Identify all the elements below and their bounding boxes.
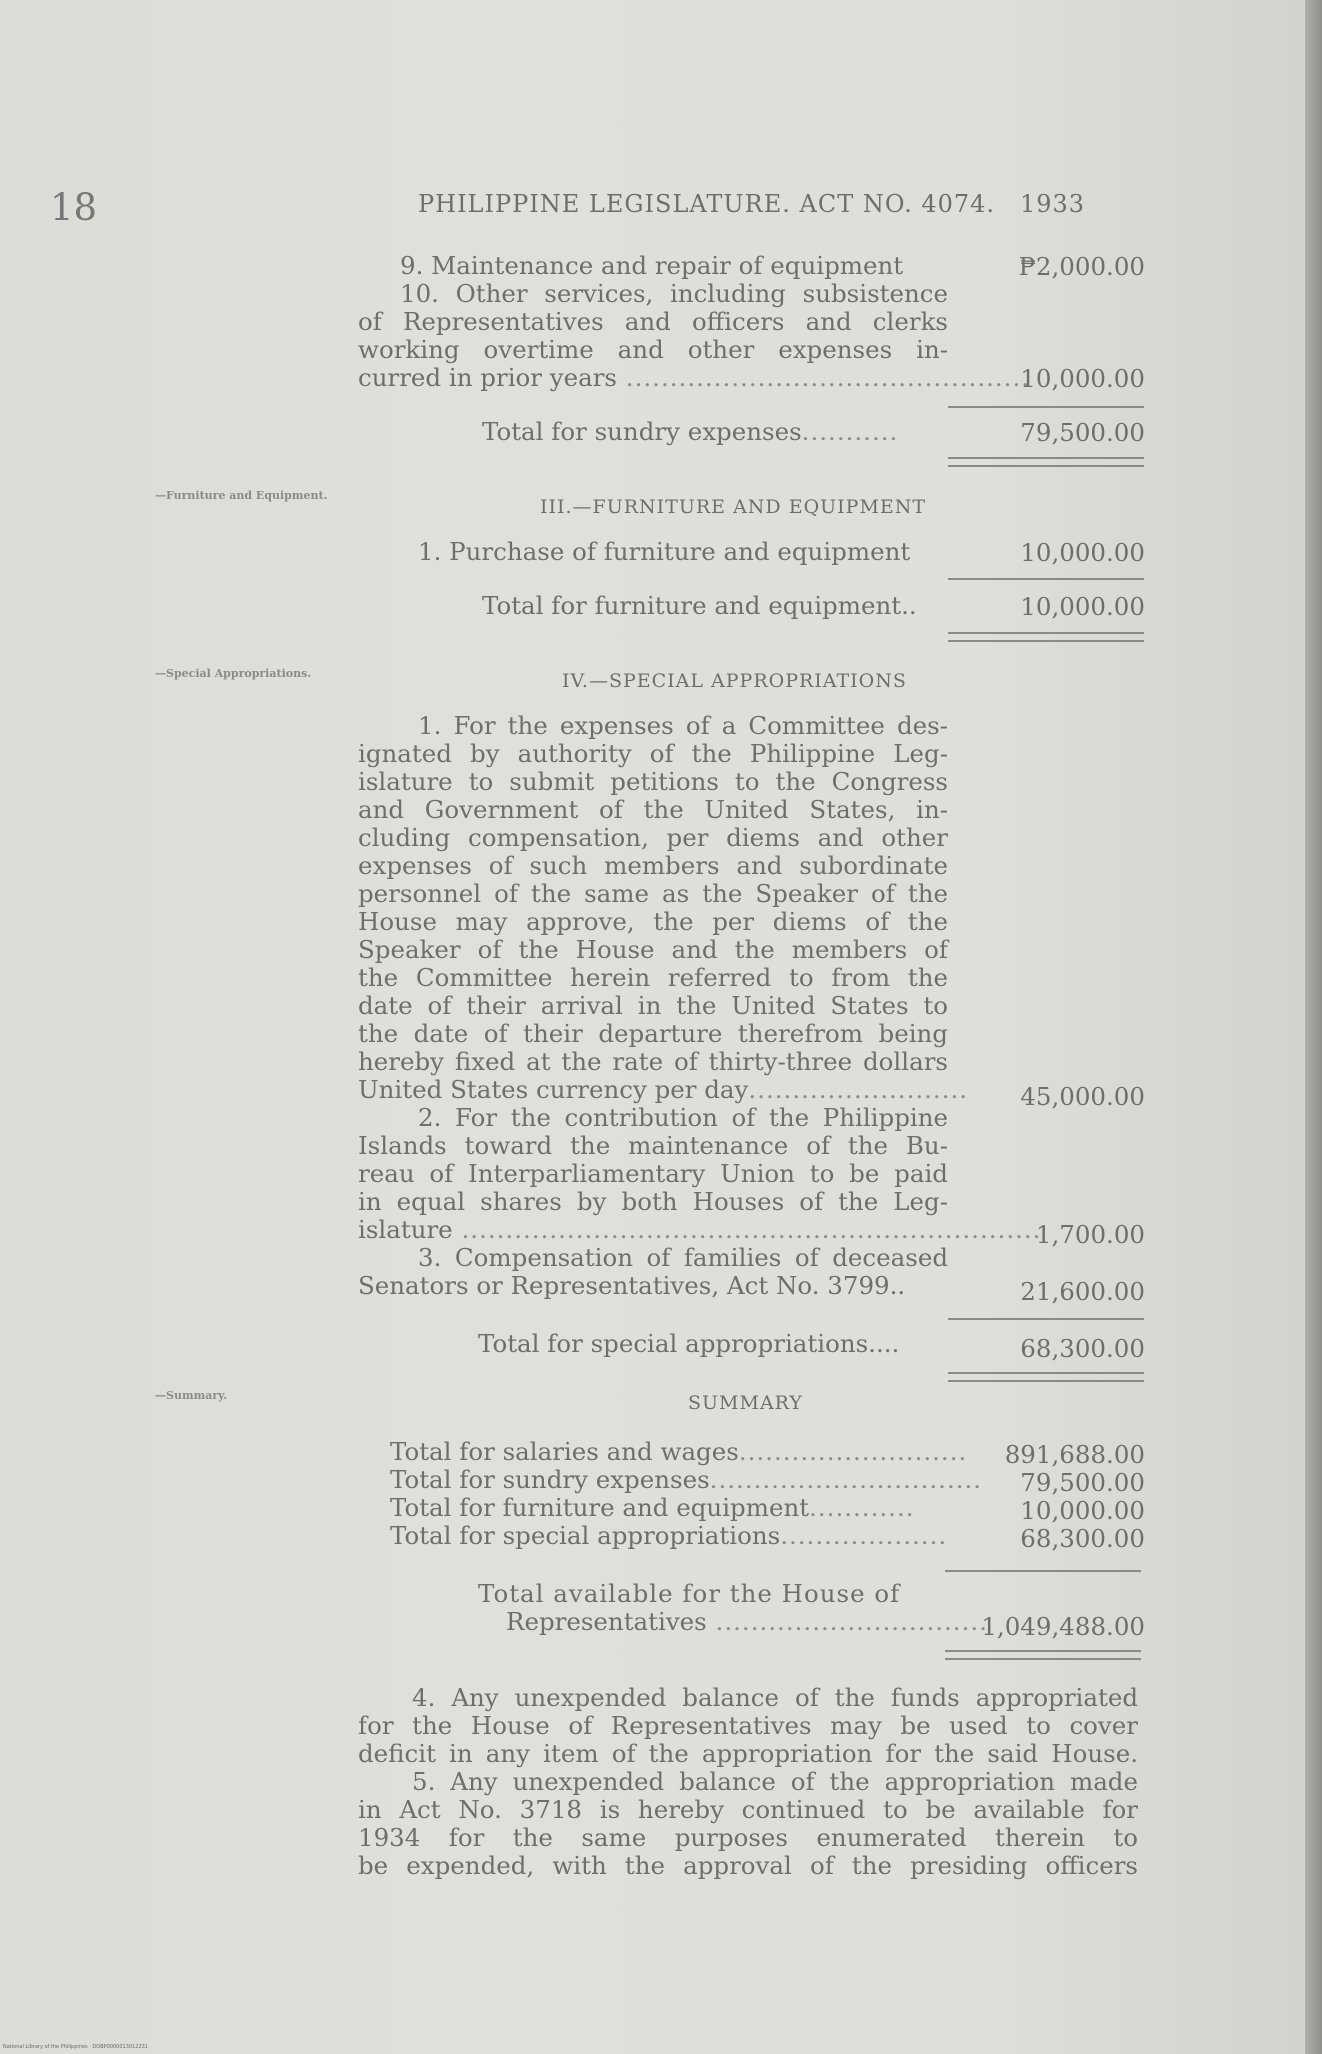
- summary-row-amount: 68,300.00: [1020, 1524, 1145, 1553]
- double-rule: [945, 1650, 1141, 1660]
- double-rule: [948, 1372, 1144, 1382]
- special-item-1-line: expenses of such members and subordinate: [358, 851, 948, 880]
- rule: [945, 1570, 1141, 1572]
- special-item-3-line: 3. Compensation of families of deceased: [418, 1243, 948, 1272]
- margin-note-special: —Special Appropriations.: [155, 667, 312, 680]
- special-item-1-line: the date of their departure therefrom being: [358, 1019, 948, 1048]
- section-5-line: be expended, with the approval of the presiding officers: [358, 1851, 1138, 1880]
- section-5-line: 1934 for the same purposes enumerated therein to: [358, 1823, 1138, 1852]
- special-item-1-line: House may approve, the per diems of the: [358, 907, 948, 936]
- sundry-item-10-amount: 10,000.00: [1020, 364, 1145, 393]
- header-year: 1933: [1020, 190, 1086, 218]
- special-item-1-line: 1. For the expenses of a Committee des-: [418, 711, 948, 740]
- summary-row-amount: 10,000.00: [1020, 1496, 1145, 1525]
- sundry-item-10-line: working overtime and other expenses in-: [358, 335, 948, 364]
- section-heading-summary: SUMMARY: [688, 1392, 803, 1414]
- sundry-item-10-line: 10. Other services, including subsistence: [400, 279, 948, 308]
- section-5-line: in Act No. 3718 is hereby continued to be available for: [358, 1795, 1138, 1824]
- special-item-2-amount: 1,700.00: [1035, 1220, 1145, 1249]
- special-item-1-line: cluding compensation, per diems and other: [358, 823, 948, 852]
- sundry-item-10-line: of Representatives and officers and clerks: [358, 307, 948, 336]
- furniture-item-1-amount: 10,000.00: [1020, 538, 1145, 567]
- summary-row-amount: 891,688.00: [1004, 1440, 1145, 1469]
- sundry-total-amount: 79,500.00: [1020, 418, 1145, 447]
- furniture-item-1: 1. Purchase of furniture and equipment: [418, 537, 911, 566]
- special-item-1-line: personnel of the same as the Speaker of the: [358, 879, 948, 908]
- special-item-3-amount: 21,600.00: [1020, 1277, 1145, 1306]
- margin-note-summary: —Summary.: [155, 1389, 228, 1402]
- section-4-line: 4. Any unexpended balance of the funds appropriated: [412, 1683, 1138, 1712]
- sundry-item-10-line: curred in prior years ..............................................: [358, 363, 1031, 392]
- special-item-3-line: Senators or Representatives, Act No. 3799..: [358, 1271, 906, 1300]
- sundry-total-label: Total for sundry expenses...........: [482, 417, 899, 446]
- section-4-line: for the House of Representatives may be used to cover: [358, 1711, 1138, 1740]
- rule: [948, 406, 1144, 408]
- scan-footer: National Library of the Philippines · DOBP0000013012231: [3, 2044, 148, 2050]
- furniture-total-label: Total for furniture and equipment..: [482, 591, 917, 620]
- special-item-2-line: Islands toward the maintenance of the Bu-: [358, 1131, 948, 1160]
- margin-note-furniture: —Furniture and Equipment.: [155, 489, 328, 502]
- special-item-1-line: hereby fixed at the rate of thirty-three dollars: [358, 1047, 948, 1076]
- special-item-1-amount: 45,000.00: [1020, 1082, 1145, 1111]
- special-item-1-line: and Government of the United States, in-: [358, 795, 948, 824]
- section-heading-furniture: III.—FURNITURE AND EQUIPMENT: [540, 496, 927, 518]
- summary-row-label: Total for furniture and equipment............: [390, 1493, 915, 1522]
- summary-row-amount: 79,500.00: [1020, 1468, 1145, 1497]
- special-item-2-line: in equal shares by both Houses of the Leg-: [358, 1187, 948, 1216]
- furniture-total-amount: 10,000.00: [1020, 592, 1145, 621]
- special-item-2-line: islature ..................................................................: [358, 1215, 1042, 1244]
- binding-edge: [1305, 0, 1322, 2054]
- special-total-label: Total for special appropriations....: [478, 1329, 900, 1358]
- running-title: PHILIPPINE LEGISLATURE. ACT NO. 4074.: [418, 190, 996, 218]
- special-item-2-line: 2. For the contribution of the Philippine: [418, 1103, 948, 1132]
- special-item-1-line: United States currency per day.........................: [358, 1075, 969, 1104]
- sundry-item-9: 9. Maintenance and repair of equipment: [400, 251, 904, 280]
- special-item-1-line: ignated by authority of the Philippine Leg-: [358, 739, 948, 768]
- summary-total-label: Total available for the House of: [478, 1579, 901, 1608]
- section-heading-special: IV.—SPECIAL APPROPRIATIONS: [562, 670, 907, 692]
- special-item-1-line: date of their arrival in the United States to: [358, 991, 948, 1020]
- summary-row-label: Total for special appropriations...................: [390, 1521, 948, 1550]
- section-4-line: deficit in any item of the appropriation for the said House.: [358, 1739, 1138, 1768]
- double-rule: [948, 632, 1144, 642]
- rule: [948, 1318, 1144, 1320]
- special-item-1-line: Speaker of the House and the members of: [358, 935, 948, 964]
- page-number: 18: [50, 186, 98, 229]
- summary-total-label-2: Representatives ...............................: [506, 1607, 988, 1636]
- special-total-amount: 68,300.00: [1020, 1334, 1145, 1363]
- rule: [948, 578, 1144, 580]
- special-item-1-line: the Committee herein referred to from the: [358, 963, 948, 992]
- special-item-1-line: islature to submit petitions to the Congress: [358, 767, 948, 796]
- summary-row-label: Total for sundry expenses...............................: [390, 1465, 983, 1494]
- special-item-2-line: reau of Interparliamentary Union to be paid: [358, 1159, 948, 1188]
- section-5-line: 5. Any unexpended balance of the appropriation made: [412, 1767, 1138, 1796]
- summary-row-label: Total for salaries and wages..........................: [390, 1437, 968, 1466]
- summary-total-amount: 1,049,488.00: [981, 1612, 1145, 1641]
- double-rule: [948, 457, 1144, 467]
- sundry-item-9-amount: ₱2,000.00: [1018, 252, 1145, 281]
